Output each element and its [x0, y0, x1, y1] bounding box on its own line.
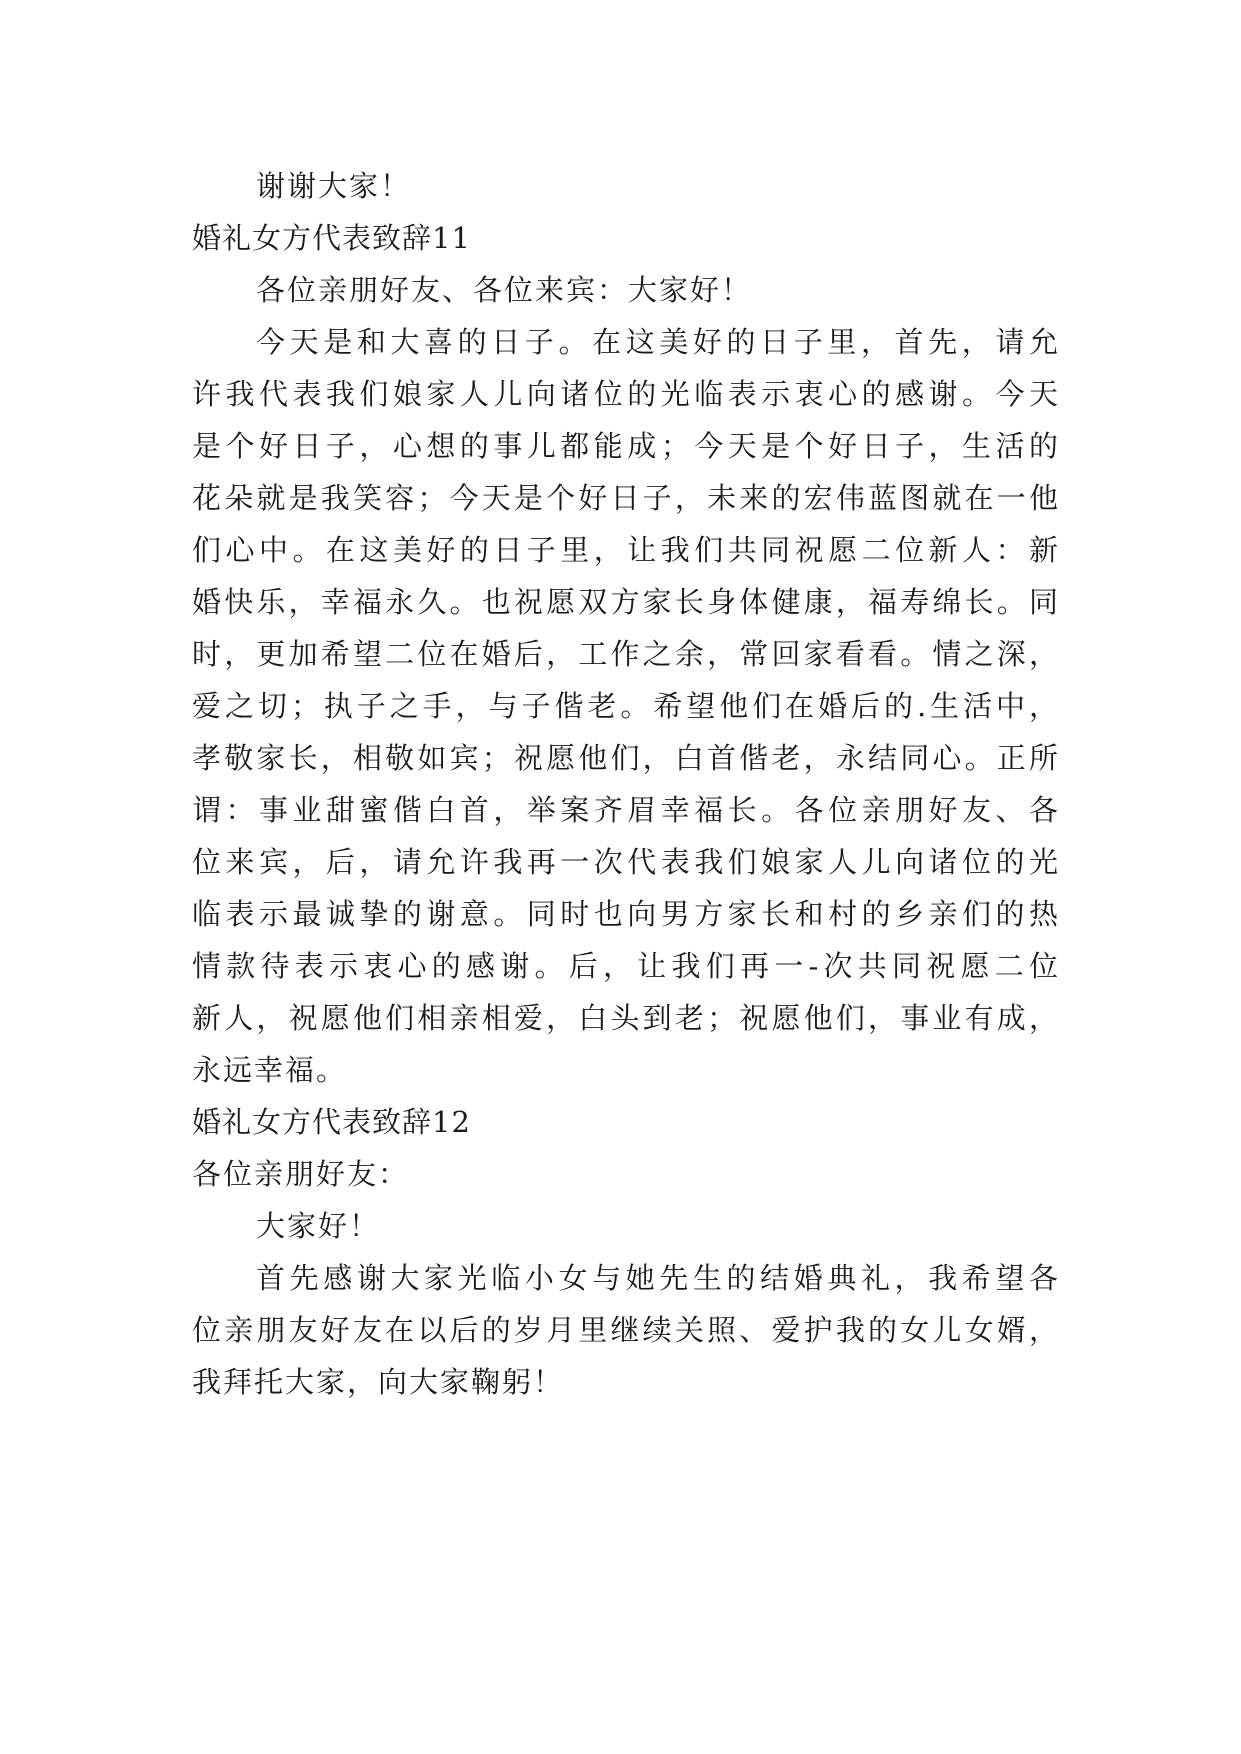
paragraph-line: 时，更加希望二位在婚后，工作之余，常回家看看。情之深， — [192, 637, 1060, 671]
paragraph-line: 谓：事业甜蜜偕白首，举案齐眉幸福长。各位亲朋好友、各 — [192, 793, 1060, 827]
section-11-body — [192, 316, 1060, 1096]
paragraph-line: 临表示最诚挚的谢意。同时也向男方家长和村的乡亲们的热 — [192, 897, 1060, 931]
paragraph-line: 孝敬家长，相敬如宾；祝愿他们，白首偕老，永结同心。正所 — [192, 741, 1060, 775]
paragraph-line: 爱之切；执子之手，与子偕老。希望他们在婚后的.生活中， — [192, 689, 1060, 723]
closing-thanks: 谢谢大家！ — [256, 169, 412, 203]
section-title-11: 婚礼女方代表致辞11 — [192, 221, 471, 255]
paragraph-line: 我拜托大家，向大家鞠躬！ — [192, 1365, 565, 1399]
section-12-salutation: 各位亲朋好友： — [192, 1157, 410, 1191]
paragraph-line: 今天是和大喜的日子。在这美好的日子里，首先，请允 — [256, 325, 1060, 359]
document-body — [192, 160, 1060, 1408]
section-title-12: 婚礼女方代表致辞12 — [192, 1105, 471, 1139]
paragraph-line: 是个好日子，心想的事儿都能成；今天是个好日子，生活的 — [192, 429, 1060, 463]
paragraph-line: 花朵就是我笑容；今天是个好日子，未来的宏伟蓝图就在一他 — [192, 481, 1060, 515]
paragraph-line: 们心中。在这美好的日子里，让我们共同祝愿二位新人：新 — [192, 533, 1060, 567]
paragraph-line: 永远幸福。 — [192, 1053, 348, 1087]
section-12-greeting: 大家好！ — [256, 1209, 381, 1243]
section-11-greeting: 各位亲朋好友、各位来宾：大家好！ — [256, 273, 753, 307]
paragraph-line: 首先感谢大家光临小女与她先生的结婚典礼，我希望各 — [256, 1261, 1060, 1295]
paragraph-line: 新人，祝愿他们相亲相爱，白头到老；祝愿他们，事业有成， — [192, 1001, 1060, 1035]
paragraph-line: 位来宾，后，请允许我再一次代表我们娘家人儿向诸位的光 — [192, 845, 1060, 879]
section-12-body — [192, 1252, 1060, 1408]
paragraph-line: 许我代表我们娘家人儿向诸位的光临表示衷心的感谢。今天 — [192, 377, 1060, 411]
paragraph-line: 情款待表示衷心的感谢。后，让我们再一-次共同祝愿二位 — [192, 949, 1060, 983]
paragraph-line: 位亲朋友好友在以后的岁月里继续关照、爱护我的女儿女婿， — [192, 1313, 1060, 1347]
paragraph-line: 婚快乐，幸福永久。也祝愿双方家长身体健康，福寿绵长。同 — [192, 585, 1060, 619]
